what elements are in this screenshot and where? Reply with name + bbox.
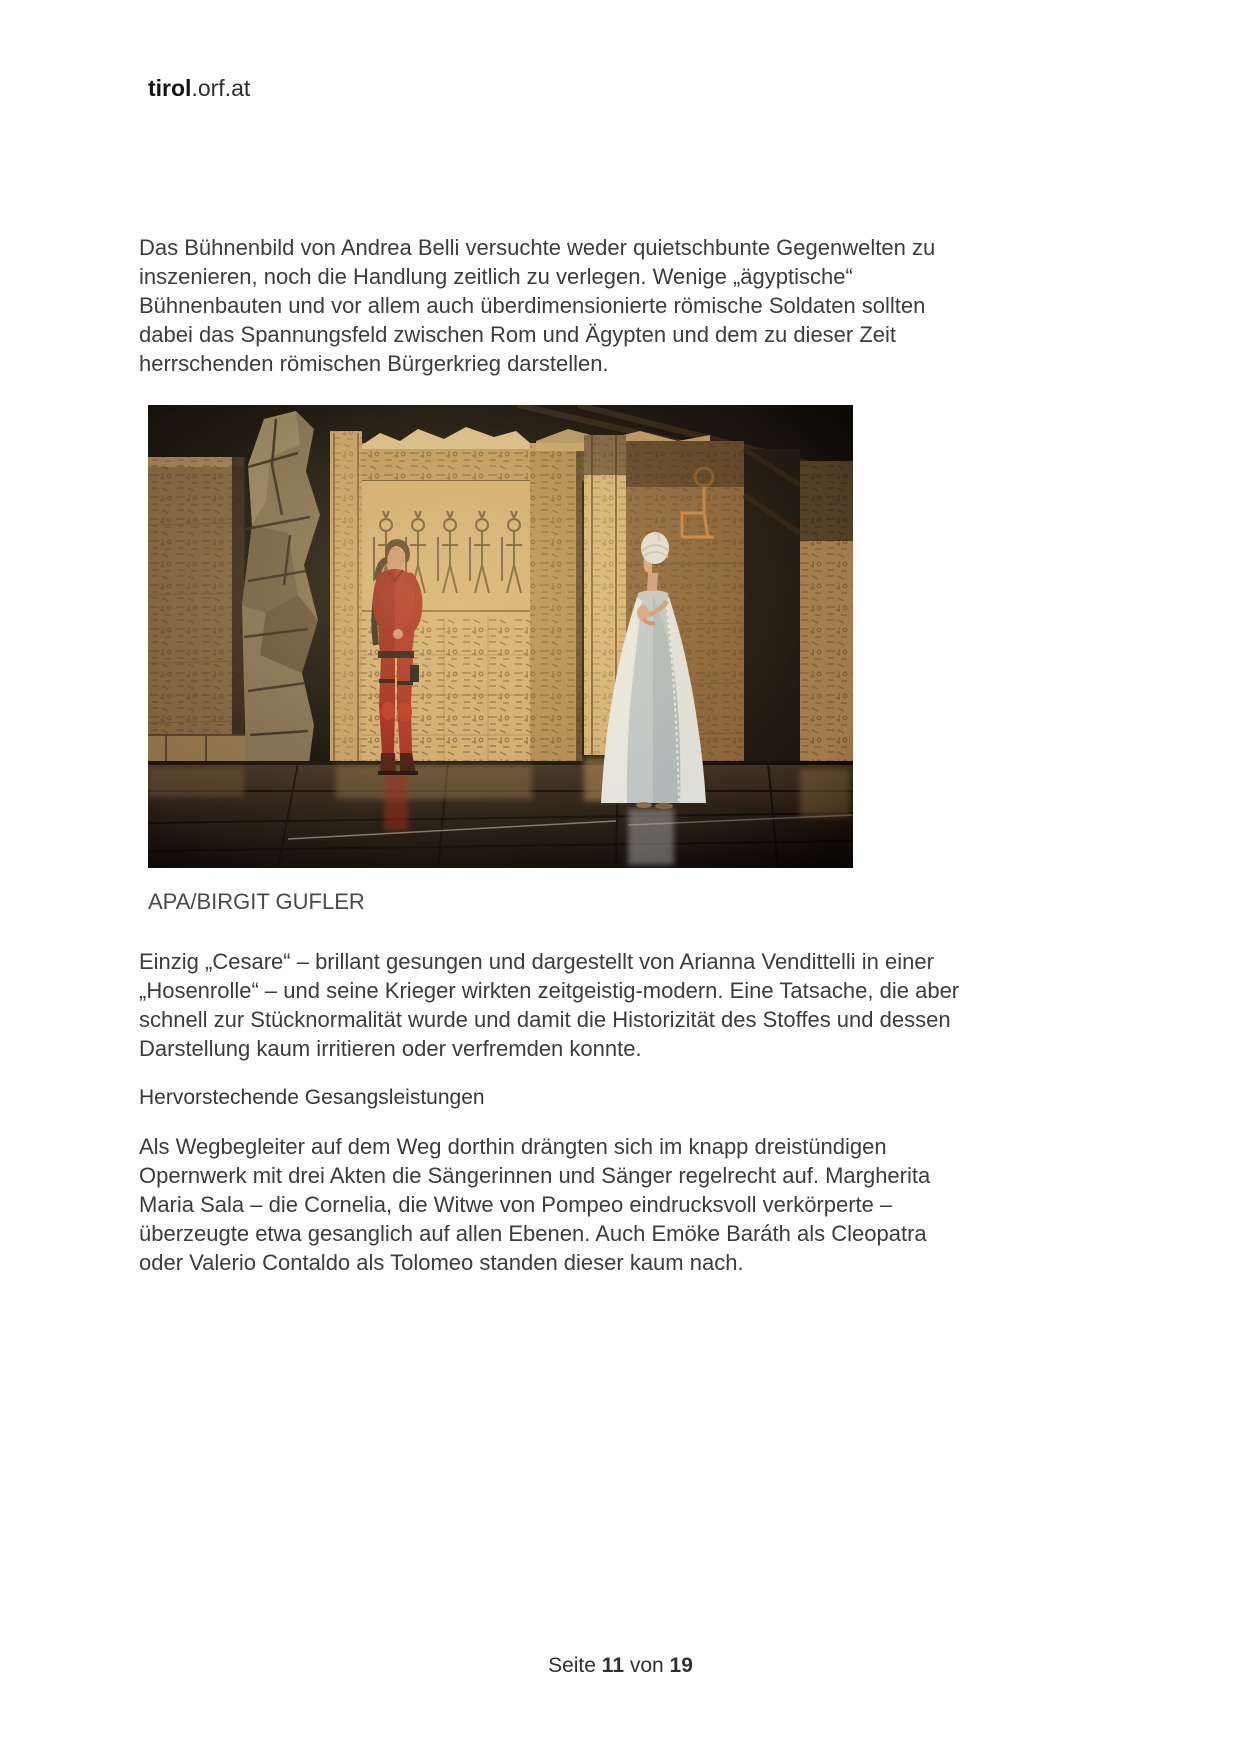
footer-page-number: 11 bbox=[601, 1654, 624, 1677]
site-logo bbox=[148, 74, 250, 103]
footer-total-pages: 19 bbox=[669, 1654, 693, 1677]
footer-separator: von bbox=[629, 1654, 664, 1677]
paragraph-line: schnell zur Stücknormalität wurde und damit die Historizität des Stoffes und dessen bbox=[139, 1007, 951, 1032]
stage-photo-illustration bbox=[148, 405, 853, 868]
article-paragraph-3 bbox=[139, 1132, 930, 1277]
paragraph-line: „Hosenrolle“ – und seine Krieger wirkten zeitgeistig-modern. Eine Tatsache, die aber bbox=[139, 978, 960, 1003]
paragraph-line: Einzig „Cesare“ – brillant gesungen und dargestellt von Arianna Vendittelli in einer bbox=[139, 949, 934, 974]
article-paragraph-2 bbox=[139, 947, 959, 1063]
article-paragraph-1 bbox=[139, 233, 935, 378]
paragraph-line: oder Valerio Contaldo als Tolomeo standen dieser kaum nach. bbox=[139, 1250, 744, 1275]
paragraph-line: überzeugte etwa gesanglich auf allen Ebenen. Auch Emöke Baráth als Cleopatra bbox=[139, 1221, 927, 1246]
paragraph-line: dabei das Spannungsfeld zwischen Rom und Ägypten und dem zu dieser Zeit bbox=[139, 322, 897, 347]
photo-credit: APA/BIRGIT GUFLER bbox=[148, 889, 365, 914]
site-logo-bold: tirol bbox=[148, 75, 192, 101]
paragraph-line: Bühnenbauten und vor allem auch überdimensionierte römische Soldaten sollten bbox=[139, 293, 926, 318]
paragraph-line: inszenieren, noch die Handlung zeitlich zu verlegen. Wenige „ägyptische“ bbox=[139, 264, 853, 289]
paragraph-line: Maria Sala – die Cornelia, die Witwe von Pompeo eindrucksvoll verkörperte – bbox=[139, 1192, 893, 1217]
page-footer bbox=[0, 1651, 1241, 1680]
site-logo-rest: .orf.at bbox=[191, 75, 251, 101]
paragraph-line: Als Wegbegleiter auf dem Weg dorthin drängten sich im knapp dreistündigen bbox=[139, 1134, 887, 1159]
footer-prefix: Seite bbox=[548, 1654, 596, 1677]
paragraph-line: Darstellung kaum irritieren oder verfremden konnte. bbox=[139, 1036, 642, 1061]
article-photo bbox=[148, 405, 853, 868]
paragraph-line: Opernwerk mit drei Akten die Sängerinnen und Sänger regelrecht auf. Margherita bbox=[139, 1163, 931, 1188]
paragraph-line: herrschenden römischen Bürgerkrieg darstellen. bbox=[139, 351, 609, 376]
paragraph-line: Das Bühnenbild von Andrea Belli versuchte weder quietschbunte Gegenwelten zu bbox=[139, 235, 936, 260]
section-subheading: Hervorstechende Gesangsleistungen bbox=[139, 1086, 485, 1109]
